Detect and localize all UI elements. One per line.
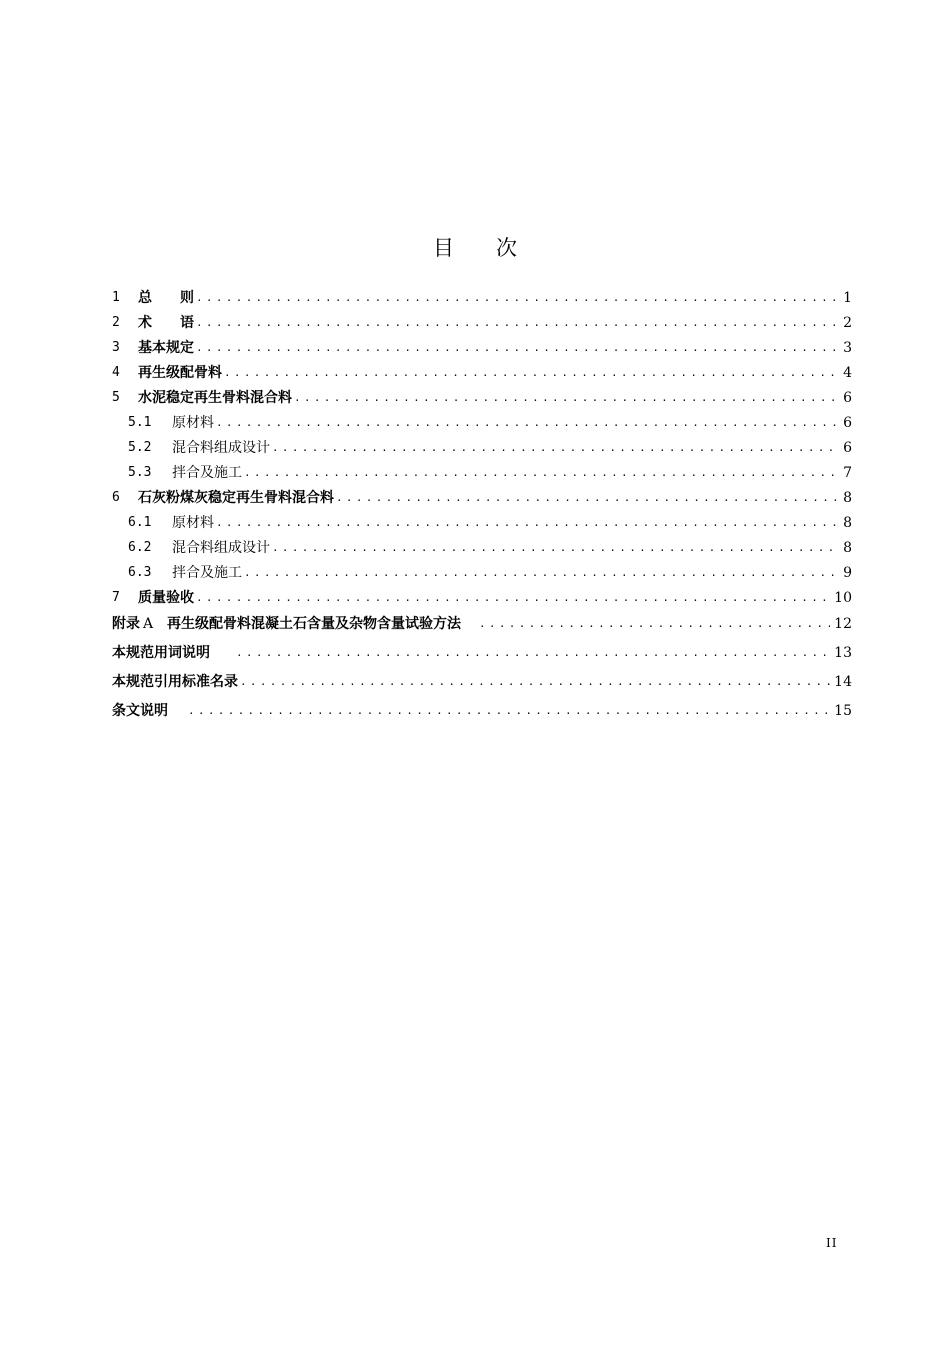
toc-entry-appendix-a[interactable] [112, 612, 852, 634]
toc-entry-number: 6 [112, 490, 120, 505]
toc-entry-label: 拌合及施工 [172, 565, 242, 581]
toc-entry-label: 原材料 [172, 515, 214, 531]
dot-leader [272, 538, 836, 558]
dot-leader [196, 338, 836, 358]
toc-entry-page: 14 [834, 674, 852, 690]
toc-entry-page: 9 [843, 565, 852, 581]
toc-entry-number: 2 [112, 315, 120, 330]
dot-leader [244, 563, 836, 583]
toc-entry-page: 6 [843, 415, 852, 431]
dot-leader [272, 438, 836, 458]
toc-entry-page: 10 [834, 590, 852, 606]
toc-entry-page: 15 [834, 703, 852, 719]
toc-entry-label: 再生级配骨料混凝土石含量及杂物含量试验方法 [167, 616, 461, 632]
toc-entry-number: 6.2 [128, 540, 152, 555]
toc-entry-7[interactable] [112, 586, 852, 608]
toc-entry-page: 8 [843, 490, 852, 506]
toc-entry-label: 混合料组成设计 [172, 540, 270, 556]
title-char-left: 目 [433, 236, 454, 260]
toc-entry-label: 石灰粉煤灰稳定再生骨料混合料 [138, 490, 334, 506]
toc-entry-5-1[interactable] [128, 411, 852, 433]
dot-leader [224, 363, 836, 383]
toc-entry-5-2[interactable] [128, 436, 852, 458]
toc-entry-5[interactable] [112, 386, 852, 408]
toc-entry-number: 6.3 [128, 565, 152, 580]
toc-entry-page: 6 [843, 390, 852, 406]
toc-entry-explanation[interactable] [112, 699, 852, 721]
dot-leader [336, 488, 836, 508]
toc-entry-number: 3 [112, 340, 120, 355]
toc-entry-page: 3 [843, 340, 852, 356]
toc-entry-5-3[interactable] [128, 461, 852, 483]
dot-leader [216, 413, 836, 433]
toc-entry-6[interactable] [112, 486, 852, 508]
toc-entry-number: 5.1 [128, 415, 152, 430]
toc-entry-number: 5.2 [128, 440, 152, 455]
toc-entry-page: 7 [843, 465, 852, 481]
toc-entry-label: 拌合及施工 [172, 465, 242, 481]
toc-entry-3[interactable] [112, 336, 852, 358]
toc-entry-6-2[interactable] [128, 536, 852, 558]
toc-entry-1[interactable] [112, 286, 852, 308]
toc-entry-page: 13 [834, 645, 852, 661]
toc-entry-label: 水泥稳定再生骨料混合料 [138, 390, 292, 406]
toc-entry-2[interactable] [112, 311, 852, 333]
toc-entry-label: 术 语 [138, 315, 194, 331]
toc-entry-number: 1 [112, 290, 120, 305]
toc-entry-number: 4 [112, 365, 120, 380]
dot-leader [479, 614, 830, 634]
dot-leader [236, 643, 830, 663]
toc-entry-number: 5 [112, 390, 120, 405]
toc-entry-page: 12 [834, 616, 852, 632]
dot-leader [196, 588, 830, 608]
toc-entry-4[interactable] [112, 361, 852, 383]
toc-entry-label: 总 则 [138, 290, 194, 306]
toc-entry-label: 条文说明 [112, 703, 168, 719]
toc-entry-number: 5.3 [128, 465, 152, 480]
toc-entry-page: 1 [843, 290, 852, 306]
dot-leader [244, 463, 836, 483]
dot-leader [196, 313, 836, 333]
toc-entry-label: 基本规定 [138, 340, 194, 356]
toc-entry-6-3[interactable] [128, 561, 852, 583]
appendix-letter: A [143, 616, 154, 632]
toc-entry-page: 6 [843, 440, 852, 456]
appendix-prefix: 附录 [112, 616, 140, 632]
toc-entry-label: 原材料 [172, 415, 214, 431]
toc-entry-number: 7 [112, 590, 120, 605]
toc-entry-6-1[interactable] [128, 511, 852, 533]
dot-leader [240, 672, 830, 692]
page-number: II [826, 1236, 838, 1250]
dot-leader [196, 288, 836, 308]
dot-leader [188, 701, 830, 721]
dot-leader [294, 388, 836, 408]
toc-entry-referenced-standards[interactable] [112, 670, 852, 692]
toc-entry-label: 混合料组成设计 [172, 440, 270, 456]
toc-entry-label: 本规范用词说明 [112, 645, 210, 661]
toc-entry-page: 8 [843, 515, 852, 531]
toc-entry-page: 8 [843, 540, 852, 556]
toc-entry-page: 2 [843, 315, 852, 331]
toc-entry-label: 本规范引用标准名录 [112, 674, 238, 690]
dot-leader [216, 513, 836, 533]
toc-entry-label: 质量验收 [138, 590, 194, 606]
toc-entry-label: 再生级配骨料 [138, 365, 222, 381]
toc-entry-number: 6.1 [128, 515, 152, 530]
toc-entry-word-usage[interactable] [112, 641, 852, 663]
toc-entry-page: 4 [843, 365, 852, 381]
title-char-right: 次 [496, 236, 517, 260]
